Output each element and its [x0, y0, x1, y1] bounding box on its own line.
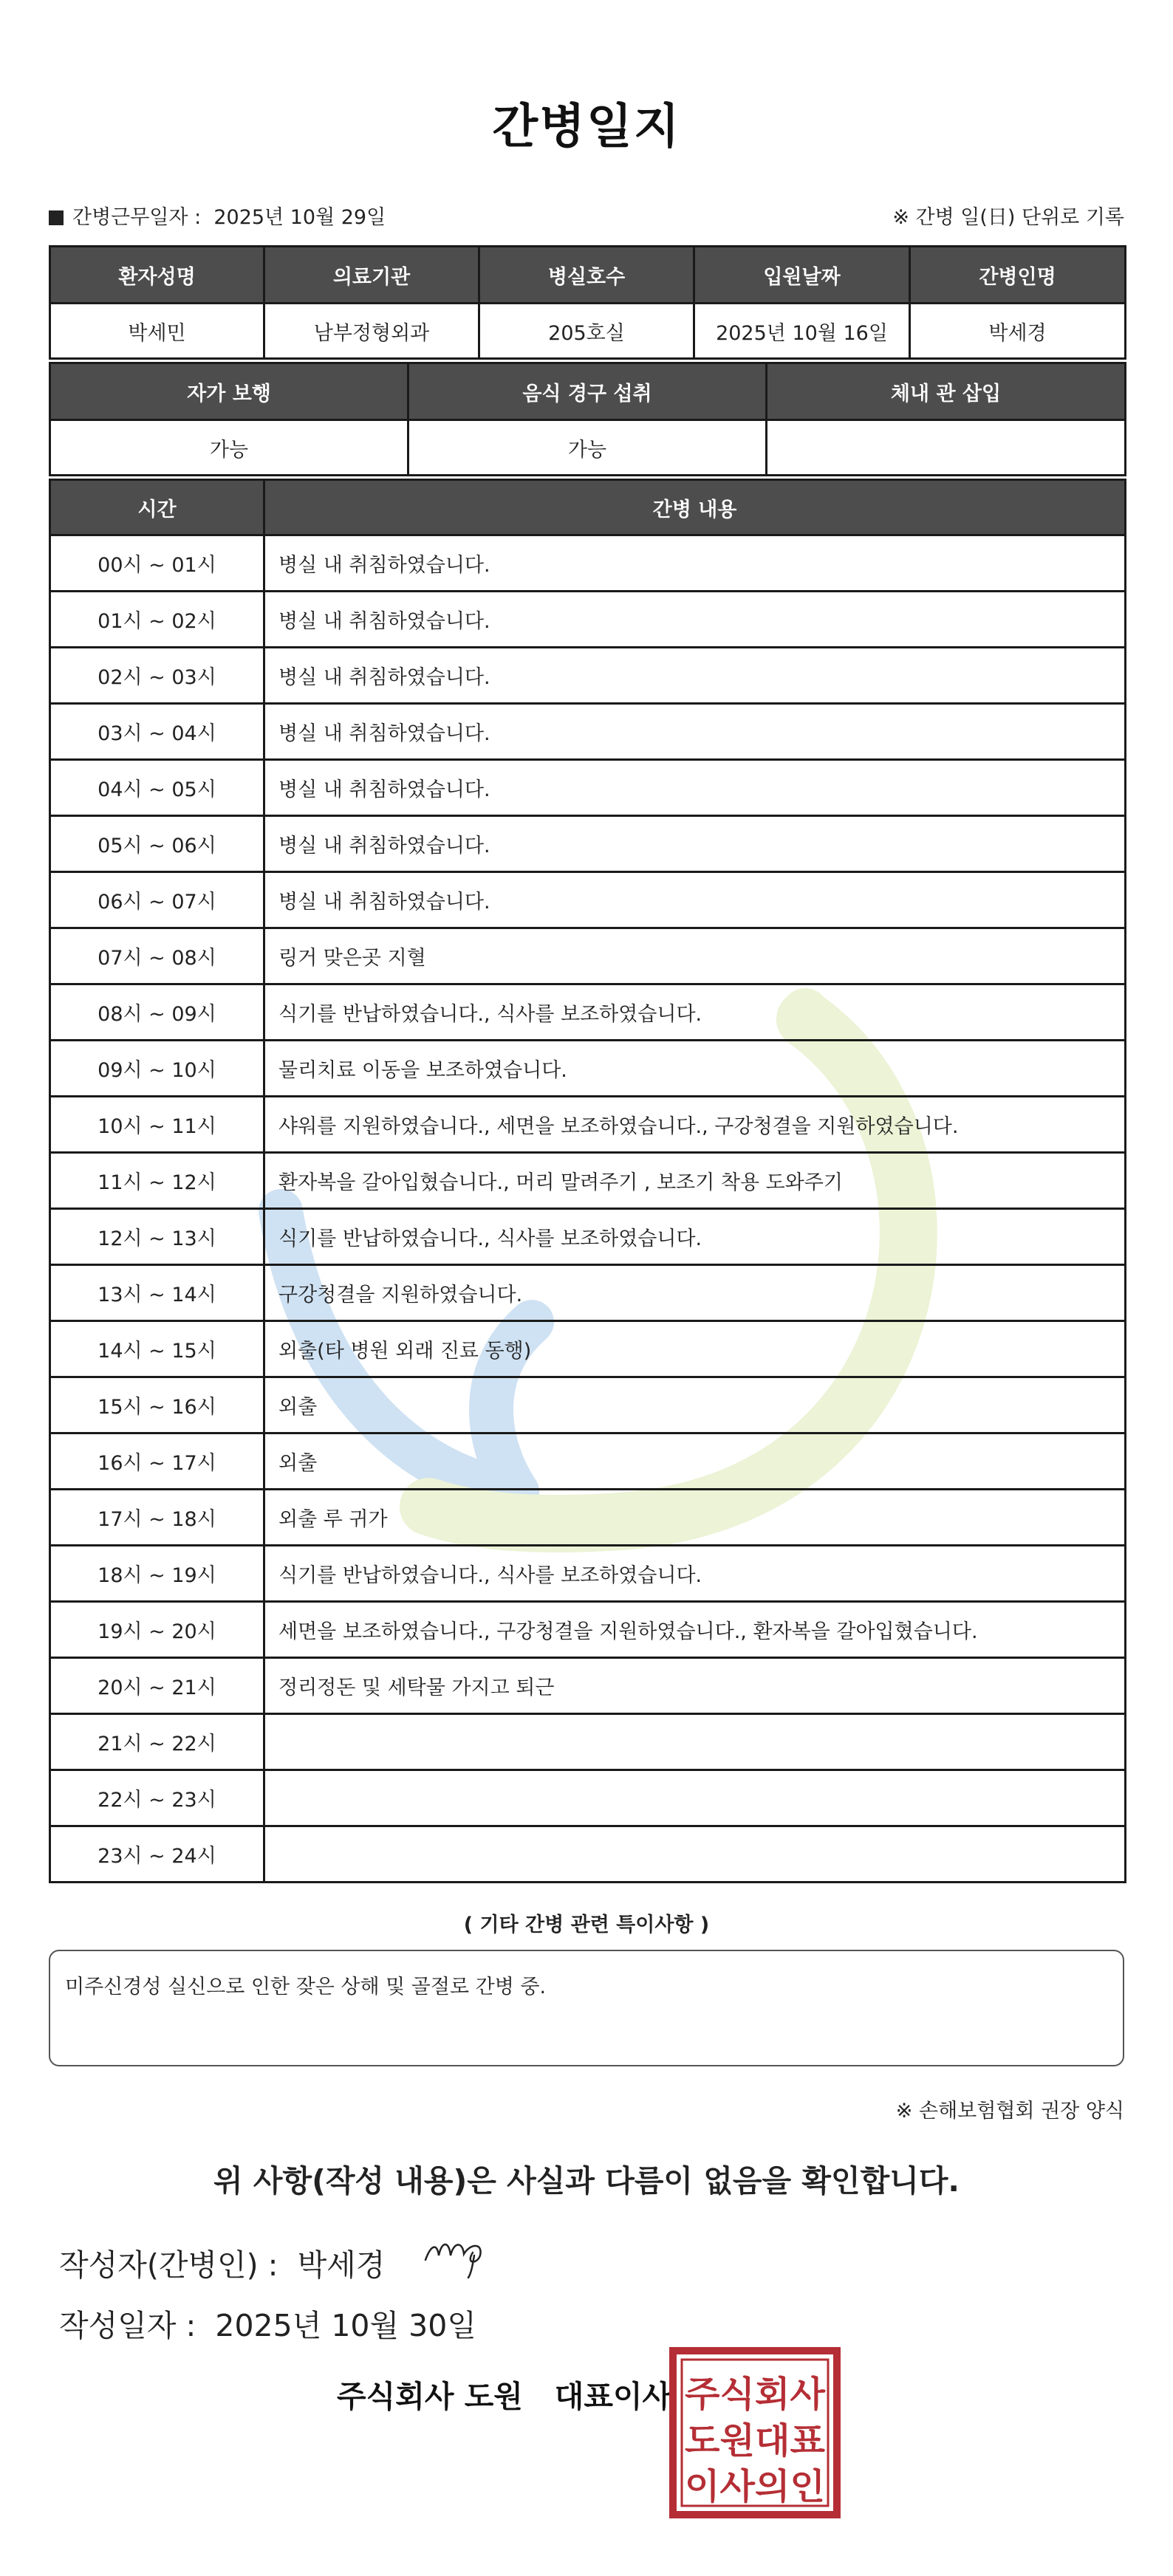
care-log-time: 02시 ~ 03시	[50, 648, 264, 704]
care-date	[49, 201, 386, 230]
care-log-content: 병실 내 취침하였습니다.	[264, 592, 1126, 648]
care-log-time: 23시 ~ 24시	[50, 1826, 264, 1883]
care-log-time: 06시 ~ 07시	[50, 872, 264, 928]
care-log-row	[50, 872, 1126, 928]
care-log-content: 구강청결을 지원하였습니다.	[264, 1265, 1126, 1321]
confirmation-statement: 위 사항(작성 내용)은 사실과 다름이 없음을 확인합니다.	[213, 2163, 960, 2199]
care-log-row	[50, 760, 1126, 816]
care-date-label: 간병근무일자 :	[72, 206, 202, 229]
care-log-time: 17시 ~ 18시	[50, 1490, 264, 1546]
value-tube-insertion	[767, 420, 1126, 476]
header-caregiver-name: 간병인명	[910, 247, 1126, 304]
care-log-time: 13시 ~ 14시	[50, 1265, 264, 1321]
care-log-time: 00시 ~ 01시	[50, 535, 264, 592]
care-log-row	[50, 1153, 1126, 1209]
care-log-row	[50, 984, 1126, 1041]
care-log-time: 07시 ~ 08시	[50, 928, 264, 984]
value-hospital: 남부정형외과	[264, 304, 479, 359]
care-log-content: 식기를 반납하였습니다., 식사를 보조하였습니다.	[264, 984, 1126, 1041]
value-admission-date: 2025년 10월 16일	[694, 304, 910, 359]
care-log-row	[50, 1041, 1126, 1097]
document-title: 간병일지	[492, 100, 681, 154]
care-log-time: 12시 ~ 13시	[50, 1209, 264, 1265]
form-note: ※ 손해보험협회 권장 양식	[895, 2100, 1124, 2123]
svg-text:주식회사: 주식회사	[685, 2374, 826, 2415]
header-room-number: 병실호수	[479, 247, 694, 304]
header-self-walking: 자가 보행	[50, 363, 408, 420]
care-log-time: 15시 ~ 16시	[50, 1377, 264, 1433]
care-log-content: 병실 내 취침하였습니다.	[264, 872, 1126, 928]
care-log-row	[50, 1714, 1126, 1770]
written-date-value: 2025년 10월 30일	[215, 2308, 476, 2343]
company-ceo: 주식회사 도원 대표이사	[337, 2379, 672, 2414]
unit-note: ※ 간병 일(日) 단위로 기록	[892, 206, 1124, 229]
care-log-row	[50, 704, 1126, 760]
writer-label: 작성자(간병인) :	[59, 2247, 278, 2283]
care-log-row	[50, 928, 1126, 984]
patient-info-value-row	[50, 304, 1126, 359]
care-log-row	[50, 1433, 1126, 1490]
care-log-content: 외출	[264, 1433, 1126, 1490]
header-patient-name: 환자성명	[50, 247, 264, 304]
header-care-content: 간병 내용	[264, 480, 1126, 535]
care-log-content	[264, 1770, 1126, 1826]
care-log-content: 병실 내 취침하였습니다.	[264, 704, 1126, 760]
care-log-content	[264, 1826, 1126, 1883]
care-log-row	[50, 535, 1126, 592]
care-log-row	[50, 1826, 1126, 1883]
writer-name: 박세경	[297, 2247, 386, 2283]
svg-text:도원대표: 도원대표	[685, 2420, 826, 2462]
care-log-time: 20시 ~ 21시	[50, 1658, 264, 1714]
care-log-row	[50, 1602, 1126, 1658]
value-oral-intake: 가능	[408, 420, 767, 476]
care-log-row	[50, 1097, 1126, 1153]
care-log-row	[50, 1770, 1126, 1826]
care-log-row	[50, 1546, 1126, 1602]
care-log-time: 05시 ~ 06시	[50, 816, 264, 872]
status-header-row	[50, 363, 1126, 420]
care-log-content	[264, 1714, 1126, 1770]
care-log-content: 식기를 반납하였습니다., 식사를 보조하였습니다.	[264, 1209, 1126, 1265]
care-log-time: 18시 ~ 19시	[50, 1546, 264, 1602]
header-admission-date: 입원날짜	[694, 247, 910, 304]
care-log-content: 샤워를 지원하였습니다., 세면을 보조하였습니다., 구강청결을 지원하였습니다.	[264, 1097, 1126, 1153]
care-log-time: 09시 ~ 10시	[50, 1041, 264, 1097]
care-log-content: 병실 내 취침하였습니다.	[264, 648, 1126, 704]
square-bullet-icon	[49, 210, 64, 225]
care-log-content: 물리치료 이동을 보조하였습니다.	[264, 1041, 1126, 1097]
care-log-content: 병실 내 취침하였습니다.	[264, 760, 1126, 816]
header-hospital: 의료기관	[264, 247, 479, 304]
care-log-row	[50, 1321, 1126, 1377]
care-date-value: 2025년 10월 29일	[213, 206, 386, 229]
care-log-content: 링거 맞은곳 지혈	[264, 928, 1126, 984]
patient-info-header-row	[50, 247, 1126, 304]
care-log-row	[50, 648, 1126, 704]
care-log-time: 16시 ~ 17시	[50, 1433, 264, 1490]
company-seal	[669, 2347, 841, 2518]
notes-box	[49, 1950, 1124, 2066]
care-log-content: 환자복을 갈아입혔습니다., 머리 말려주기 , 보조기 착용 도와주기	[264, 1153, 1126, 1209]
care-log-content: 외출 루 귀가	[264, 1490, 1126, 1546]
care-log-row	[50, 1490, 1126, 1546]
care-log-time: 19시 ~ 20시	[50, 1602, 264, 1658]
care-log-time: 14시 ~ 15시	[50, 1321, 264, 1377]
care-log-content: 정리정돈 및 세탁물 가지고 퇴근	[264, 1658, 1126, 1714]
care-log-time: 10시 ~ 11시	[50, 1097, 264, 1153]
written-date-row	[59, 2301, 476, 2345]
svg-text:이사의인: 이사의인	[685, 2466, 825, 2507]
care-log-body	[50, 535, 1126, 1883]
header-tube-insertion: 체내 관 삽입	[767, 363, 1126, 420]
care-log-content: 병실 내 취침하였습니다.	[264, 535, 1126, 592]
care-log-row	[50, 816, 1126, 872]
care-log-row	[50, 1265, 1126, 1321]
notes-title: ( 기타 간병 관련 특이사항 )	[463, 1914, 710, 1936]
care-log-content: 병실 내 취침하였습니다.	[264, 816, 1126, 872]
care-log-row	[50, 1209, 1126, 1265]
care-log-time: 21시 ~ 22시	[50, 1714, 264, 1770]
care-log-row	[50, 1377, 1126, 1433]
value-room-number: 205호실	[479, 304, 694, 359]
care-log-time: 11시 ~ 12시	[50, 1153, 264, 1209]
notes-text: 미주신경성 실신으로 인한 잦은 상해 및 골절로 간병 중.	[65, 1976, 547, 1998]
care-log-content: 외출(타 병원 외래 진료 동행)	[264, 1321, 1126, 1377]
patient-status-table	[49, 362, 1126, 476]
header-oral-intake: 음식 경구 섭취	[408, 363, 767, 420]
care-log-time: 01시 ~ 02시	[50, 592, 264, 648]
care-log-content: 세면을 보조하였습니다., 구강청결을 지원하였습니다., 환자복을 갈아입혔습니다.	[264, 1602, 1126, 1658]
care-log-time: 04시 ~ 05시	[50, 760, 264, 816]
care-log-time: 03시 ~ 04시	[50, 704, 264, 760]
signature-mark	[421, 2230, 502, 2282]
header-time: 시간	[50, 480, 264, 535]
writer-row	[59, 2241, 385, 2284]
care-log-table	[49, 479, 1126, 1883]
care-log-content: 식기를 반납하였습니다., 식사를 보조하였습니다.	[264, 1546, 1126, 1602]
status-value-row	[50, 420, 1126, 476]
care-log-content: 외출	[264, 1377, 1126, 1433]
written-date-label: 작성일자 :	[59, 2308, 196, 2343]
value-self-walking: 가능	[50, 420, 408, 476]
value-caregiver-name: 박세경	[910, 304, 1126, 359]
value-patient-name: 박세민	[50, 304, 264, 359]
care-log-time: 22시 ~ 23시	[50, 1770, 264, 1826]
care-log-row	[50, 592, 1126, 648]
care-log-header-row	[50, 480, 1126, 535]
care-log-row	[50, 1658, 1126, 1714]
care-log-time: 08시 ~ 09시	[50, 984, 264, 1041]
patient-info-table	[49, 245, 1126, 360]
